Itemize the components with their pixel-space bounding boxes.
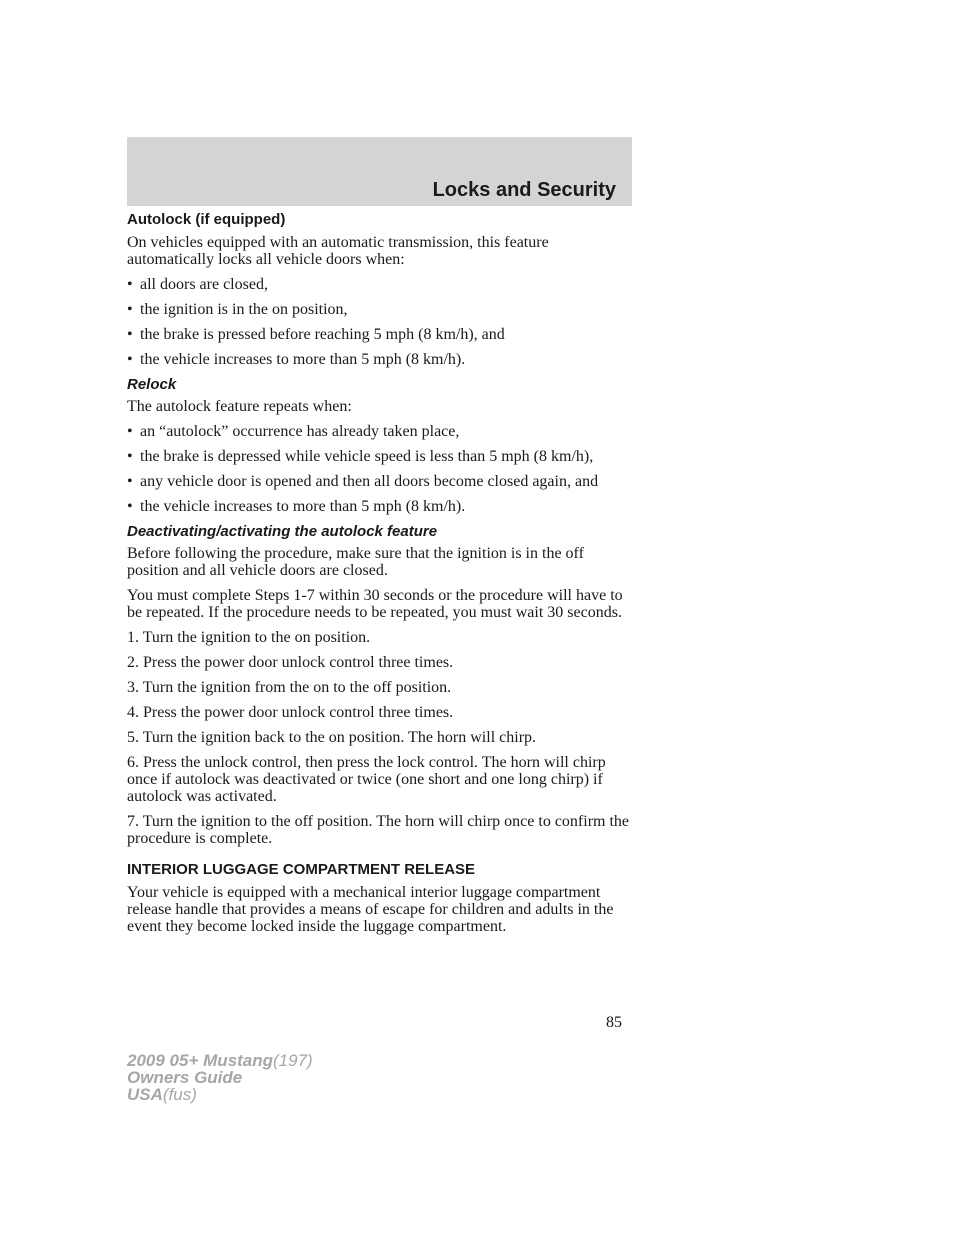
list-item: • an “autolock” occurrence has already taken place,	[127, 423, 632, 440]
section-header-band	[127, 137, 632, 206]
procedure-step: 2. Press the power door unlock control three times.	[127, 654, 454, 671]
page-content	[127, 209, 632, 943]
deactivating-heading: Deactivating/activating the autolock feature	[127, 523, 438, 540]
relock-bullet-list	[127, 423, 632, 515]
relock-heading: Relock	[127, 376, 177, 393]
relock-intro: The autolock feature repeats when:	[127, 398, 352, 415]
footer-line-2	[127, 1069, 313, 1086]
footer-line-3	[127, 1086, 313, 1103]
luggage-release-heading: INTERIOR LUGGAGE COMPARTMENT RELEASE	[127, 861, 476, 878]
autolock-bullet-list	[127, 276, 632, 368]
procedure-step: 6. Press the unlock control, then press the lock control. The horn will chirp once if autolock was deactivated or twice (one short and one long chirp) if autolock was activated.	[127, 754, 606, 805]
list-item: • the vehicle increases to more than 5 mph (8 km/h).	[127, 498, 632, 515]
section-title: Locks and Security	[432, 179, 616, 201]
list-item: • any vehicle door is opened and then all doors become closed again, and	[127, 473, 632, 490]
procedure-step: 7. Turn the ignition to the off position. The horn will chirp once to confirm the procedure is complete.	[127, 813, 630, 847]
list-item: • the brake is pressed before reaching 5 mph (8 km/h), and	[127, 326, 632, 343]
list-item: • the vehicle increases to more than 5 mph (8 km/h).	[127, 351, 632, 368]
document-footer	[127, 1052, 313, 1103]
footer-model: 2009 05+ Mustang	[127, 1051, 273, 1070]
autolock-heading: Autolock (if equipped)	[127, 211, 286, 228]
luggage-release-para: Your vehicle is equipped with a mechanical interior luggage compartment release handle that provides a means of escape for children and adults in the event they become locked inside the luggage compartment.	[127, 884, 614, 935]
deactivating-para-2: You must complete Steps 1-7 within 30 seconds or the procedure will have to be repeated. If the procedure needs to be repeated, you must wait 30 seconds.	[127, 587, 623, 621]
procedure-step: 4. Press the power door unlock control three times.	[127, 704, 454, 721]
deactivating-para-1: Before following the procedure, make sure that the ignition is in the off position and all vehicle doors are closed.	[127, 545, 584, 579]
list-item: • the brake is depressed while vehicle speed is less than 5 mph (8 km/h),	[127, 448, 632, 465]
procedure-step: 3. Turn the ignition from the on to the off position.	[127, 679, 452, 696]
autolock-intro: On vehicles equipped with an automatic transmission, this feature automatically locks all vehicle doors when:	[127, 234, 549, 268]
procedure-step: 5. Turn the ignition back to the on position. The horn will chirp.	[127, 729, 537, 746]
footer-line-1	[127, 1052, 313, 1069]
footer-market: USA	[127, 1085, 163, 1104]
page-number: 85	[606, 1014, 622, 1031]
procedure-step: 1. Turn the ignition to the on position.	[127, 629, 371, 646]
footer-guide: Owners Guide	[127, 1068, 243, 1087]
list-item: • the ignition is in the on position,	[127, 301, 632, 318]
footer-model-code: (197)	[273, 1051, 313, 1070]
footer-market-code: (fus)	[162, 1085, 197, 1104]
list-item: • all doors are closed,	[127, 276, 632, 293]
